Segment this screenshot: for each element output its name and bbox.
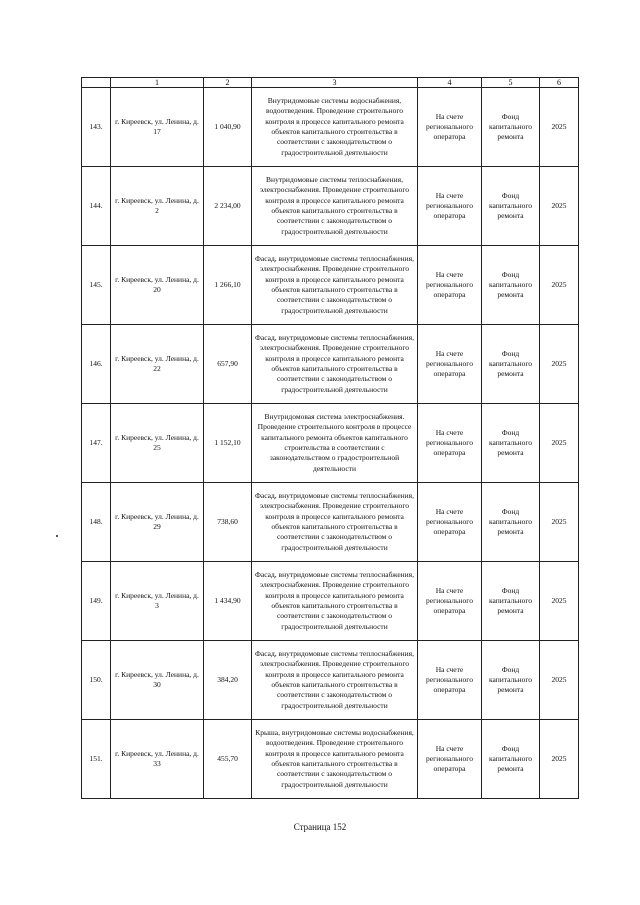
table-row bbox=[82, 483, 579, 562]
row-number: 150. bbox=[82, 641, 111, 720]
table-row bbox=[82, 404, 579, 483]
works-cell: Внутридомовая система электроснабжения. Проведение строительного контроля в процессе капитального ремонта объектов капитального строительства в соответствии с законодательством о градостроительной деятельности bbox=[252, 404, 418, 483]
fund-cell: Фонд капитального ремонта bbox=[482, 562, 540, 641]
works-cell: Фасад, внутридомовые системы теплоснабжения, электроснабжения. Проведение строительного контроля в процессе капитального ремонта объектов капитального строительства в соответствии с законодательством о градостроительной деятельности bbox=[252, 483, 418, 562]
fund-cell: Фонд капитального ремонта bbox=[482, 167, 540, 246]
row-number: 145. bbox=[82, 246, 111, 325]
fund-cell: Фонд капитального ремонта bbox=[482, 641, 540, 720]
column-number: 6 bbox=[540, 78, 579, 88]
column-number: 1 bbox=[111, 78, 204, 88]
row-number: 149. bbox=[82, 562, 111, 641]
area-cell: 384,20 bbox=[204, 641, 252, 720]
address-cell: г. Киреевск, ул. Ленина, д. 3 bbox=[111, 562, 204, 641]
address-cell: г. Киреевск, ул. Ленина, д. 33 bbox=[111, 720, 204, 799]
row-number: 148. bbox=[82, 483, 111, 562]
year-cell: 2025 bbox=[540, 246, 579, 325]
account-cell: На счете регионального оператора bbox=[418, 88, 482, 167]
fund-cell: Фонд капитального ремонта bbox=[482, 404, 540, 483]
address-cell: г. Киреевск, ул. Ленина, д. 20 bbox=[111, 246, 204, 325]
works-cell: Фасад, внутридомовые системы теплоснабжения, электроснабжения. Проведение строительного контроля в процессе капитального ремонта объектов капитального строительства в соответствии с законодательством о градостроительной деятельности bbox=[252, 246, 418, 325]
address-cell: г. Киреевск, ул. Ленина, д. 25 bbox=[111, 404, 204, 483]
works-cell: Внутридомовые системы водоснабжения, водоотведения. Проведение строительного контроля в процессе капитального ремонта объектов капитального строительства в соответствии с законодательством о градостроительной деятельности bbox=[252, 88, 418, 167]
capital-repair-table bbox=[81, 77, 579, 799]
area-cell: 1 040,90 bbox=[204, 88, 252, 167]
works-cell: Фасад, внутридомовые системы теплоснабжения, электроснабжения. Проведение строительного контроля в процессе капитального ремонта объектов капитального строительства в соответствии с законодательством о градостроительной деятельности bbox=[252, 325, 418, 404]
table-row bbox=[82, 325, 579, 404]
column-number: 2 bbox=[204, 78, 252, 88]
account-cell: На счете регионального оператора bbox=[418, 562, 482, 641]
column-number-row bbox=[82, 78, 579, 88]
page-number: Страница 152 bbox=[293, 822, 347, 832]
year-cell: 2025 bbox=[540, 88, 579, 167]
year-cell: 2025 bbox=[540, 720, 579, 799]
row-number: 147. bbox=[82, 404, 111, 483]
table-row bbox=[82, 88, 579, 167]
year-cell: 2025 bbox=[540, 483, 579, 562]
table-row bbox=[82, 562, 579, 641]
table-row bbox=[82, 167, 579, 246]
account-cell: На счете регионального оператора bbox=[418, 246, 482, 325]
fund-cell: Фонд капитального ремонта bbox=[482, 720, 540, 799]
row-number: 143. bbox=[82, 88, 111, 167]
account-cell: На счете регионального оператора bbox=[418, 641, 482, 720]
scan-speck bbox=[56, 535, 58, 537]
area-cell: 2 234,00 bbox=[204, 167, 252, 246]
works-cell: Фасад, внутридомовые системы теплоснабжения, электроснабжения. Проведение строительного контроля в процессе капитального ремонта объектов капитального строительства в соответствии с законодательством о градостроительной деятельности bbox=[252, 562, 418, 641]
fund-cell: Фонд капитального ремонта bbox=[482, 483, 540, 562]
fund-cell: Фонд капитального ремонта bbox=[482, 246, 540, 325]
account-cell: На счете регионального оператора bbox=[418, 167, 482, 246]
table-row bbox=[82, 246, 579, 325]
area-cell: 1 152,10 bbox=[204, 404, 252, 483]
works-cell: Фасад, внутридомовые системы теплоснабжения, электроснабжения. Проведение строительного контроля в процессе капитального ремонта объектов капитального строительства в соответствии с законодательством о градостроительной деятельности bbox=[252, 641, 418, 720]
year-cell: 2025 bbox=[540, 167, 579, 246]
column-number: 3 bbox=[252, 78, 418, 88]
area-cell: 455,70 bbox=[204, 720, 252, 799]
fund-cell: Фонд капитального ремонта bbox=[482, 325, 540, 404]
year-cell: 2025 bbox=[540, 404, 579, 483]
fund-cell: Фонд капитального ремонта bbox=[482, 88, 540, 167]
address-cell: г. Киреевск, ул. Ленина, д. 17 bbox=[111, 88, 204, 167]
address-cell: г. Киреевск, ул. Ленина, д. 29 bbox=[111, 483, 204, 562]
table-row bbox=[82, 641, 579, 720]
works-cell: Внутридомовые системы теплоснабжения, электроснабжения. Проведение строительного контроля в процессе капитального ремонта объектов капитального строительства в соответствии с законодательством о градостроительной деятельности bbox=[252, 167, 418, 246]
works-cell: Крыша, внутридомовые системы водоснабжения, водоотведения. Проведение строительного контроля в процессе капитального ремонта объектов капитального строительства в соответствии с законодательством о градостроительной деятельности bbox=[252, 720, 418, 799]
address-cell: г. Киреевск, ул. Ленина, д. 2 bbox=[111, 167, 204, 246]
row-number: 151. bbox=[82, 720, 111, 799]
account-cell: На счете регионального оператора bbox=[418, 325, 482, 404]
year-cell: 2025 bbox=[540, 641, 579, 720]
address-cell: г. Киреевск, ул. Ленина, д. 22 bbox=[111, 325, 204, 404]
area-cell: 738,60 bbox=[204, 483, 252, 562]
year-cell: 2025 bbox=[540, 562, 579, 641]
column-number: 5 bbox=[482, 78, 540, 88]
row-number: 146. bbox=[82, 325, 111, 404]
table-row bbox=[82, 720, 579, 799]
row-number: 144. bbox=[82, 167, 111, 246]
area-cell: 1 266,10 bbox=[204, 246, 252, 325]
account-cell: На счете регионального оператора bbox=[418, 483, 482, 562]
blank-header-cell bbox=[82, 78, 111, 88]
area-cell: 657,90 bbox=[204, 325, 252, 404]
account-cell: На счете регионального оператора bbox=[418, 720, 482, 799]
area-cell: 1 434,90 bbox=[204, 562, 252, 641]
address-cell: г. Киреевск, ул. Ленина, д. 30 bbox=[111, 641, 204, 720]
column-number: 4 bbox=[418, 78, 482, 88]
year-cell: 2025 bbox=[540, 325, 579, 404]
account-cell: На счете регионального оператора bbox=[418, 404, 482, 483]
